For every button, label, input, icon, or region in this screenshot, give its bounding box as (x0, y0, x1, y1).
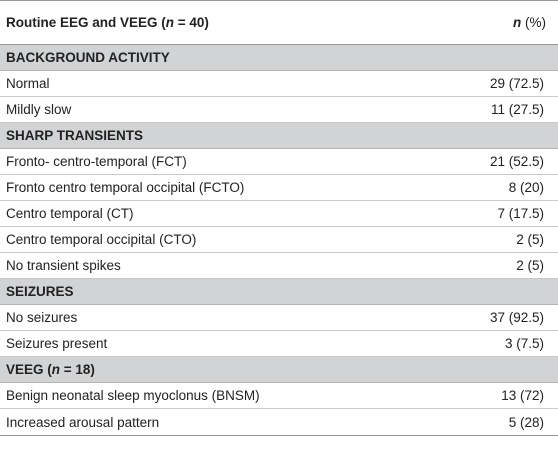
section-title-prefix: VEEG ( (6, 362, 52, 377)
table-row (0, 331, 558, 357)
row-value: 37 (92.5) (489, 310, 544, 325)
header-label-n: n (165, 15, 175, 30)
table-row (0, 201, 558, 227)
table-bottom-rule (0, 435, 558, 436)
section-title (0, 362, 558, 377)
row-value: 7 (17.5) (497, 206, 544, 221)
row-label: Centro temporal occipital (CTO) (6, 232, 197, 247)
section-veeg (0, 357, 558, 383)
row-label: Increased arousal pattern (6, 414, 160, 430)
table-row (0, 253, 558, 279)
table-row (0, 227, 558, 253)
section-title: BACKGROUND ACTIVITY (6, 50, 170, 65)
row-value: 3 (7.5) (504, 336, 544, 351)
table-row (0, 383, 558, 409)
header-label (0, 15, 426, 30)
row-value: 2 (5) (516, 232, 544, 247)
table-row (0, 305, 558, 331)
row-label: Normal (6, 76, 50, 91)
section-title-n: n (51, 362, 61, 377)
section-title: SEIZURES (6, 284, 74, 299)
row-value: 29 (72.5) (489, 76, 544, 91)
row-label: Centro temporal (CT) (6, 206, 134, 221)
row-value: 2 (5) (516, 258, 544, 273)
row-label: Benign neonatal sleep myoclonus (BNSM) (6, 388, 260, 403)
row-value: 21 (52.5) (489, 154, 544, 169)
row-label: Fronto centro temporal occipital (FCTO) (6, 180, 245, 195)
header-label-prefix: Routine EEG and VEEG ( (6, 15, 166, 30)
row-value: 5 (28) (508, 414, 544, 430)
row-value: 11 (27.5) (490, 102, 544, 117)
header-label-suffix: = 40) (174, 15, 209, 30)
row-value: 8 (20) (508, 180, 544, 195)
section-title-suffix: = 18) (60, 362, 95, 377)
row-label: No seizures (6, 310, 78, 325)
section-sharp-transients (0, 123, 558, 149)
table-row (0, 97, 558, 123)
section-seizures (0, 279, 558, 305)
header-value (426, 15, 558, 30)
table-header-row (0, 1, 558, 45)
header-value-n: n (513, 15, 522, 30)
table-row (0, 175, 558, 201)
row-label: Fronto- centro-temporal (FCT) (6, 154, 187, 169)
row-label: No transient spikes (6, 258, 121, 273)
row-label: Mildly slow (6, 102, 72, 117)
table-row (0, 71, 558, 97)
table-row (0, 149, 558, 175)
header-value-pct: (%) (521, 15, 546, 30)
section-background-activity (0, 45, 558, 71)
row-label: Seizures present (6, 336, 108, 351)
row-value: 13 (72) (501, 388, 544, 403)
table-row (0, 409, 558, 435)
section-title: SHARP TRANSIENTS (6, 128, 144, 143)
